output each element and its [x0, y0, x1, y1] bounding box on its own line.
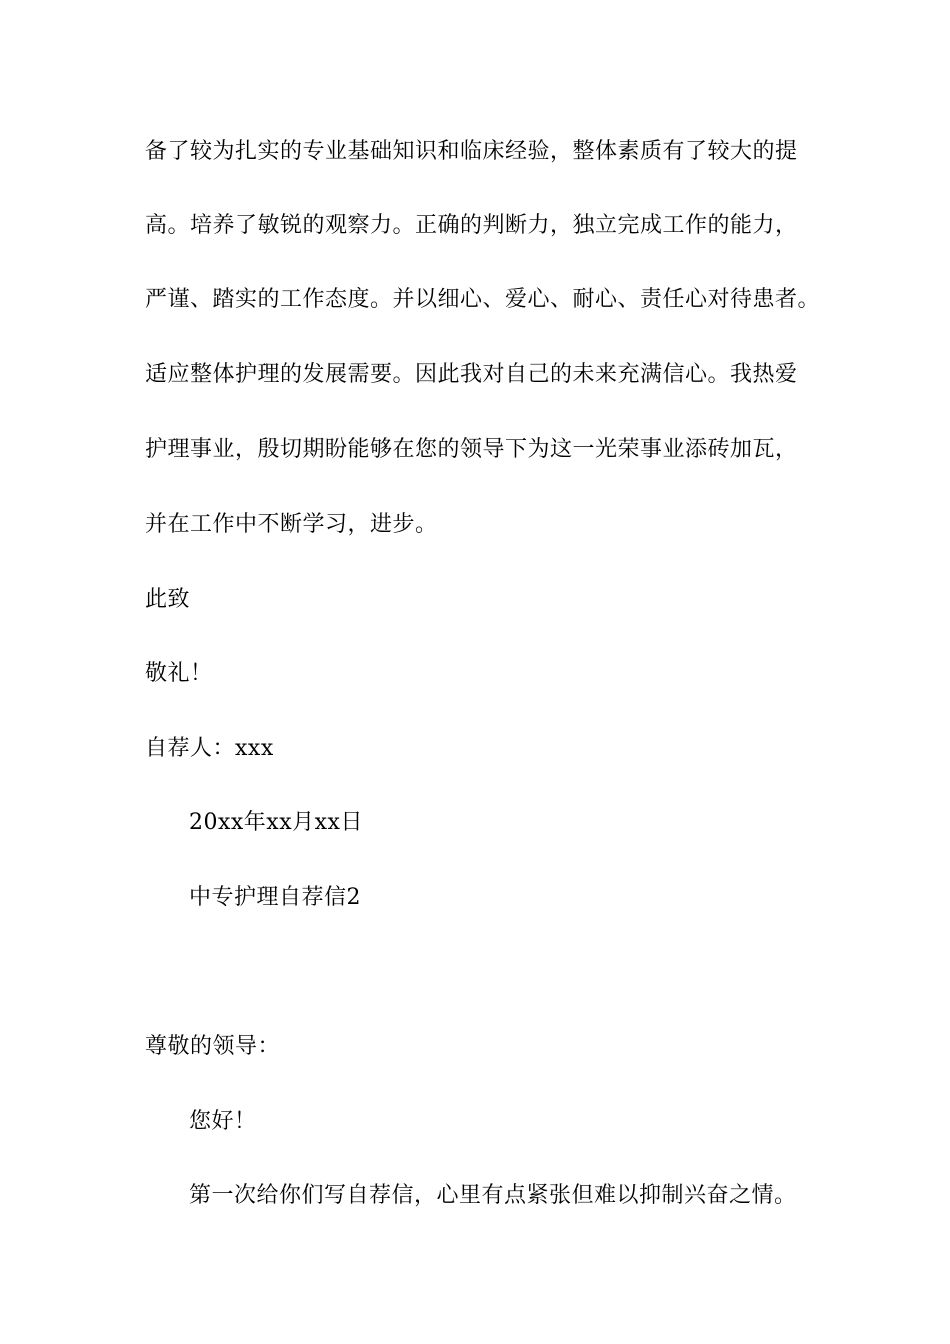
body-line-1: 备了较为扎实的专业基础知识和临床经验，整体素质有了较大的提 [145, 139, 798, 164]
body-line-4: 适应整体护理的发展需要。因此我对自己的未来充满信心。我热爱 [145, 362, 798, 387]
salutation: 尊敬的领导： [145, 1034, 281, 1059]
body-line-2: 高。培养了敏锐的观察力。正确的判断力，独立完成工作的能力， [145, 213, 798, 238]
body-line-5: 护理事业，殷切期盼能够在您的领导下为这一光荣事业添砖加瓦， [145, 437, 798, 462]
closing-line-1: 此致 [145, 587, 191, 612]
body-line-3: 严谨、踏实的工作态度。并以细心、爱心、耐心、责任心对待患者。 [145, 287, 821, 312]
letter2-first-line: 第一次给你们写自荐信，心里有点紧张但难以抑制兴奋之情。 [189, 1183, 797, 1208]
greeting: 您好！ [189, 1109, 257, 1134]
closing-line-2: 敬礼！ [145, 661, 213, 686]
signature-name: 自荐人：xxx [145, 736, 274, 761]
body-line-6: 并在工作中不断学习，进步。 [145, 512, 438, 537]
section-title: 中专护理自荐信2 [189, 885, 361, 910]
signature-date: 20xx年xx月xx日 [189, 810, 363, 835]
